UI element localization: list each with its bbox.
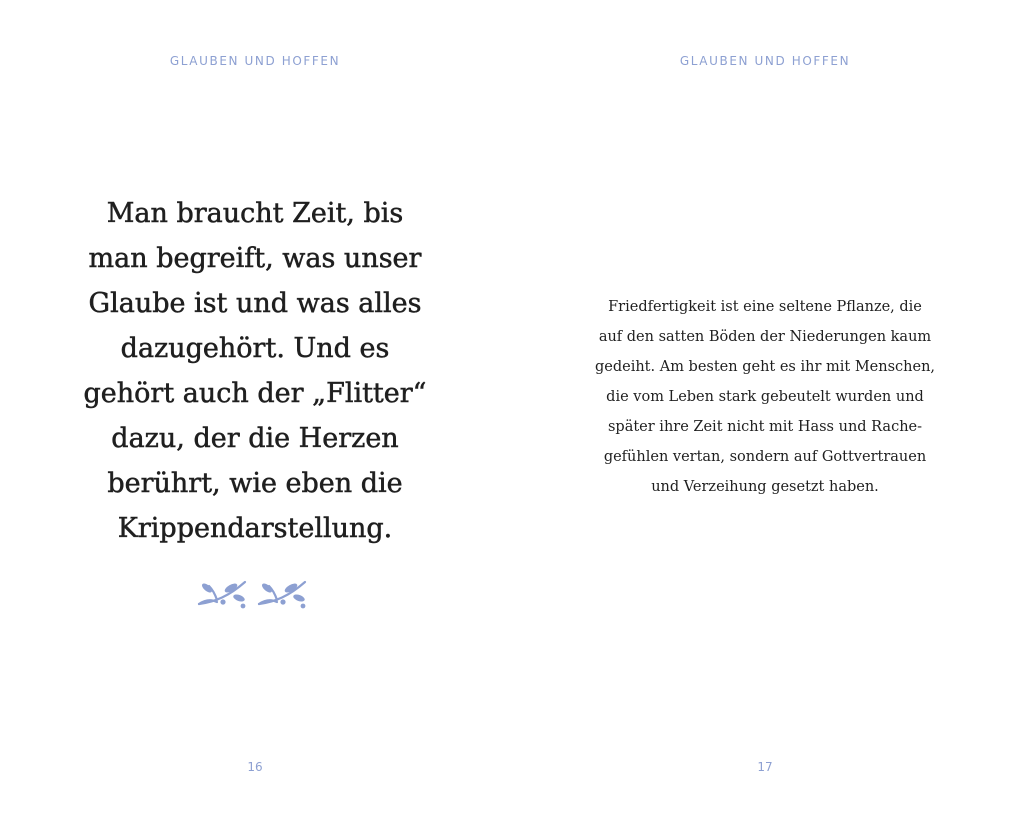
body-line: später ihre Zeit nicht mit Hass und Rache- [607,419,923,435]
quote-line: dazu, der die Herzen [111,423,399,454]
body-line: gefühlen vertan, sondern auf Gottvertrauen [603,449,927,465]
body-line: Friedfertigkeit ist eine seltene Pflanze, die [608,299,922,315]
page-number-left: 16 [247,760,263,774]
body-line: die vom Leben stark gebeutelt wurden und [606,389,924,405]
quote-line: Glaube ist und was alles [88,288,422,319]
quote-line: dazugehört. Und es [120,333,390,364]
running-head-left: GLAUBEN UND HOFFEN [169,54,341,68]
quote-line: Man braucht Zeit, bis [106,198,404,229]
leaf-sprig-ornament-icon [195,576,315,610]
page-number-right: 17 [757,760,773,774]
body-paragraph [555,292,975,502]
quote-line: Krippendarstellung. [117,513,393,544]
quote-line: gehört auch der „Flitter“ [83,378,427,409]
quote-line: berührt, wie eben die [107,468,403,499]
right-page [510,0,1020,829]
running-head-right: GLAUBEN UND HOFFEN [679,54,851,68]
body-line: auf den satten Böden der Niederungen kaum [598,329,932,345]
quote [60,191,450,551]
body-line: und Verzeihung gesetzt haben. [651,479,879,495]
quote-line: man begreift, was unser [88,243,422,274]
body-line: gedeiht. Am besten geht es ihr mit Menschen, [594,359,936,375]
